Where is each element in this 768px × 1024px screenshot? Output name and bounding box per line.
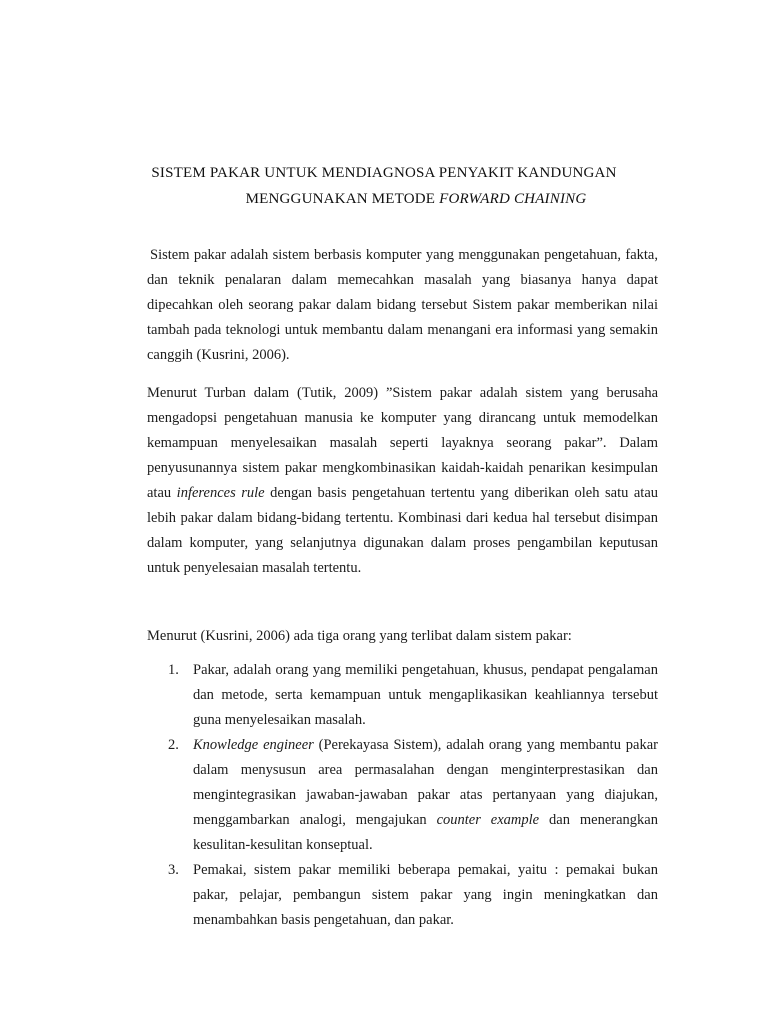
title-italic-method: FORWARD CHAINING xyxy=(439,191,587,207)
list-number: 1. xyxy=(168,662,179,678)
list-number: 3. xyxy=(168,862,179,878)
list-item xyxy=(168,658,658,733)
paragraph-turban-italic: inferences rule xyxy=(176,485,265,501)
paragraph-intro: Sistem pakar adalah sistem berbasis komputer yang menggunakan pengetahuan, fakta, dan teknik penalaran dalam memecahkan masalah yang biasanya hanya dapat dipecahkan oleh seorang pakar dalam bidang tersebut Sistem pakar memberikan nilai tambah pada teknologi untuk membantu dalam menangani era informasi yang semakin canggih (Kusrini, 2006). xyxy=(147,247,658,363)
document-title-line-2 xyxy=(32,191,768,208)
list-item-text-part1: (Perekayasa Sistem), adalah orang yang membantu pakar dalam menysusun area permasalahan dengan menginterprestasikan dan mengintegrasikan jawaban-jawaban pakar atas pertanyaan yang diajukan, menggambarkan analogi, mengajukan xyxy=(193,737,658,828)
paragraph-turban xyxy=(147,381,658,581)
list-item xyxy=(168,858,658,933)
list-item-text: Pemakai, sistem pakar memiliki beberapa pemakai, yaitu : pemakai bukan pakar, pelajar, pembangun sistem pakar yang ingin meningkatkan dan menambahkan basis pengetahuan, dan pakar. xyxy=(193,862,658,928)
list-item-text: Pakar, adalah orang yang memiliki pengetahuan, khusus, pendapat pengalaman dan metode, serta kemampuan untuk mengaplikasikan keahliannya tersebut guna menyelesaikan masalah. xyxy=(193,662,658,728)
paragraph-kusrini: Menurut (Kusrini, 2006) ada tiga orang yang terlibat dalam sistem pakar: xyxy=(147,628,572,644)
document-title-line-1: SISTEM PAKAR UNTUK MENDIAGNOSA PENYAKIT KANDUNGAN xyxy=(151,165,617,181)
list-item xyxy=(168,733,658,858)
roles-list xyxy=(168,658,658,933)
paragraph-turban-part1: Menurut Turban dalam (Tutik, 2009) ”Sistem pakar adalah sistem yang berusaha mengadopsi pengetahuan manusia ke komputer yang dirancang untuk memodelkan kemampuan menyelesaikan masalah seperti layaknya seorang pakar”. Dalam penyusunannya sistem pakar mengkombinasikan kaidah-kaidah penarikan kesimpulan atau xyxy=(147,385,658,501)
list-item-text-part2: dan menerangkan kesulitan-kesulitan konseptual. xyxy=(193,812,658,853)
list-item-italic-mid: counter example xyxy=(436,812,540,828)
list-item-italic-lead: Knowledge engineer xyxy=(193,737,314,753)
list-number: 2. xyxy=(168,737,179,753)
paragraph-turban-part2: dengan basis pengetahuan tertentu yang diberikan oleh satu atau lebih pakar dalam bidang-bidang tertentu. Kombinasi dari kedua hal tersebut disimpan dalam komputer, yang selanjutnya digunakan dalam proses pengambilan keputusan untuk penyelesaian masalah tertentu. xyxy=(147,485,659,576)
title-prefix: MENGGUNAKAN METODE xyxy=(245,191,440,207)
